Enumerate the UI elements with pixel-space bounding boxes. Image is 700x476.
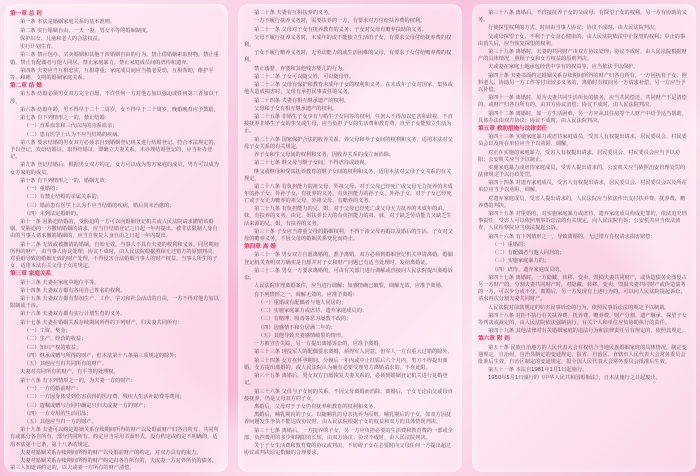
list-item: （二）实施家庭暴力或虐待、遗弃家庭成员的； [258, 308, 367, 315]
list-item: （一）重婚的； [24, 186, 61, 193]
article-paragraph: 第十一条 因胁迫结婚的，受胁迫的一方可以向婚姻登记机关或人民法院请求撤销该婚姻。受胁迫的一方撤销婚姻的请求，应当自结婚登记之日起一年内提出。被非法限制人身自由的当事人请求撤销婚姻的，应当自恢复人身自由之日起一年内提出。 [10, 219, 218, 240]
article-paragraph: 第四十七条 离婚时，一方隐藏、转移、变卖、毁损夫妻共同财产，或伪造债务企图侵占另一方财产的，分割夫妻共同财产时，对隐藏、转移、变卖、毁损夫妻共同财产或伪造债务的一方，可以少分或不分。离婚后，另一方发现有上述行为的，可以向人民法院提起诉讼，请求再次分割夫妻共同财产。 [478, 274, 687, 303]
article-paragraph: 父母和子女有相互继承遗产的权利。 [254, 105, 338, 112]
article-paragraph: 第八条 要求结婚的男女双方必须亲自到婚姻登记机关进行结婚登记。符合本法规定的，予以登记，发给结婚证。取得结婚证，即确立夫妻关系。未办理结婚登记的，应当补办登记。 [10, 139, 219, 161]
article-paragraph: 一方不履行扶养义务时，需要扶养的一方，有要求对方付给扶养费的权利。 [254, 18, 426, 25]
article-paragraph: 第十七条 夫妻在婚姻关系存续期间所得的下列财产，归夫妻共同所有： [20, 319, 183, 326]
article-paragraph: 第十三条 夫妻在家庭中地位平等。 [20, 279, 100, 286]
article-paragraph: 第二条 实行婚姻自由、一夫一妻、男女平等的婚姻制度。 [20, 27, 152, 34]
article-paragraph: 人民法院对前款规定的妨害民事诉讼的行为，依照民事诉讼法的规定予以制裁。 [488, 304, 670, 311]
article-paragraph: 第二十四条 夫妻有相互继承遗产的权利。 [254, 97, 350, 104]
list-item: （五）其他应当归共同所有的财产。 [24, 361, 108, 368]
article-paragraph: 第十四条 夫妻双方都有各用自己姓名的权利。 [20, 287, 126, 294]
article-paragraph: 第七条 有下列情形之一的，禁止结婚： [20, 115, 110, 122]
article-paragraph: 第三条 禁止包办、买卖婚姻和其他干涉婚姻自由的行为。禁止借婚姻索取财物。禁止重婚。禁止有配偶者与他人同居。禁止家庭暴力。禁止家庭成员间的虐待和遗弃。 [10, 52, 219, 66]
article-paragraph: 第二十九条 有负担能力的兄、姐，对于父母已经死亡或父母无力抚养的未成年的弟、妹，有扶养的义务。由兄、姐扶养长大的有负担能力的弟、妹，对于缺乏劳动能力又缺乏生活来源的兄、姐，有扶养的义务。 [244, 206, 452, 227]
list-item: （四）一方专用的生活用品； [24, 410, 92, 417]
article-paragraph: 第十五条 夫妻双方都有参加生产、工作、学习和社会活动的自由，一方不得对他方加以限制或干涉。 [10, 296, 219, 310]
article-paragraph: 第三十三条 现役军人的配偶要求离婚，须得军人同意，但军人一方有重大过错的除外。 [254, 349, 453, 356]
article-paragraph: 第四十八条 对拒不执行有关扶养费、抚养费、赡养费、财产分割、遗产继承、探望子女等判决或裁定的，由人民法院依法强制执行。有关个人和单位应负协助执行的责任。 [478, 312, 687, 326]
article-paragraph: 第四十五条 对重婚的，对实施家庭暴力或虐待、遗弃家庭成员构成犯罪的，依法追究刑事责任。受害人可以依照刑事诉讼法的有关规定，向人民法院自诉；公安机关应当依法侦查，人民检察院应当依法提起公诉。 [478, 211, 687, 232]
chapter-heading: 第一章 总 则 [10, 11, 42, 17]
text-column-1 [4, 4, 228, 472]
chapter-heading: 第三章 家庭关系 [10, 271, 52, 278]
article-paragraph: 第九条 登记结婚后，根据男女双方约定，女方可以成为男方家庭的成员，男方可以成为女方家庭的成员。 [10, 162, 219, 176]
article-paragraph: 第二十六条 国家保护合法的收养关系。养父母和养子女间的权利和义务，适用本法对父母子女关系的有关规定。 [244, 136, 453, 150]
article-paragraph: 子女不履行赡养义务时，无劳动能力的或生活困难的父母，有要求子女付给赡养费的权利。 [244, 50, 452, 64]
list-item: （三）有赌博、吸毒等恶习屡教不改的； [258, 316, 352, 323]
article-paragraph: 第二十七条 继父母与继子女间，不得虐待或歧视。 [254, 160, 370, 167]
article-paragraph: 实施家庭暴力或虐待家庭成员，受害人提出请求的，公安机关应当依照治安管理处罚的法律规定予以行政处罚。 [478, 164, 686, 179]
list-item: （一）一方的婚前财产； [24, 385, 82, 392]
list-item: （二）有配偶者与他人同居的； [492, 250, 565, 257]
article-paragraph: 关于子女生活费和教育费的协议或判决，不妨碍子女在必要时向父母任何一方提出超过协议或判决原定数额的合理要求。 [244, 442, 452, 456]
article-paragraph: 第三十四条 女方在怀孕期间、分娩后一年内或中止妊娠后六个月内，男方不得提出离婚。女方提出离婚的，或人民法院认为确有必要受理男方离婚请求的，不在此限。 [244, 357, 448, 371]
article-paragraph: 夫或妻在家庭土地承包经营中享有的权益等，应当依法予以保护。 [488, 64, 639, 71]
article-paragraph: 第十条 有下列情形之一的，婚姻无效： [20, 177, 110, 184]
article-paragraph: 第四十二条 离婚时，如一方生活困难，另一方应从其住房等个人财产中给予适当帮助。具体办法由双方协议；协议不成时，由人民法院判决。 [478, 110, 687, 124]
article-paragraph: 第五十条 民族自治地方的人民代表大会有权结合当地民族婚姻家庭的具体情况，制定变通规定。自治州、自治县制定的变通规定，报省、自治区、直辖市人民代表大会常务委员会批准后生效。自治区制定的变通规定，报全国人民代表大会常务委员会批准后生效。 [478, 344, 687, 365]
article-paragraph: 人民法院审理离婚案件，应当进行调解；如感情确已破裂，调解无效，应准予离婚。 [254, 283, 446, 290]
list-item: （二）患有医学上认为不应当结婚的疾病。 [24, 131, 123, 138]
article-paragraph: 父母不履行抚养义务时，未成年的或不能独立生活的子女，有要求父母付给抚养费的权利。 [244, 34, 452, 48]
text-column-3 [472, 4, 696, 472]
article-paragraph: 夫妻对婚姻关系存续期间所得的财产约定归各自所有的，夫或妻一方对外所负的债务，第三人知道该约定的，以夫或妻一方所有的财产清偿。 [10, 458, 218, 472]
list-item: （一）工资、奖金； [24, 328, 71, 334]
article-paragraph: 夫妻对婚姻关系存续期间所得的财产以及婚前财产的约定，对双方具有约束力。 [20, 449, 202, 456]
article-paragraph: 第十二条 无效或被撤销的婚姻，自始无效。当事人不具有夫妻的权利和义务。同居期间所得的财产，由当事人协议处理；协议不成时，由人民法院根据照顾无过错方的原则判决。对重婚导致的婚姻无效的财产处理，不得侵害合法婚姻当事人的财产权益。当事人所生的子女，适用本法有关父母子女的规定。 [10, 241, 219, 269]
chapter-heading: 第六章 附 则 [478, 336, 510, 343]
article-paragraph: 实行计划生育。 [20, 44, 57, 51]
article-paragraph: 第三十九条 离婚时，夫妻的共同财产由双方协议处理；协议不成时，由人民法院根据财产的具体情况，照顾子女和女方权益的原则判决。 [478, 49, 687, 63]
article-paragraph: 禁止溺婴、弃婴和其他残害婴儿的行为。 [254, 65, 348, 72]
list-item: （四）因感情不和分居满二年的； [258, 324, 336, 331]
article-paragraph: 夫妻对共同所有的财产，有平等的处理权。 [20, 369, 119, 376]
list-item: （一）直系血亲和三代以内的旁系血亲； [24, 123, 118, 130]
article-paragraph: 养子女和生父母间的权利和义务，因收养关系的成立而消除。 [254, 151, 395, 158]
article-paragraph: 第十八条 有下列情形之一的，为夫妻一方的财产： [20, 377, 136, 384]
article-paragraph: 第三十条 子女应当尊重父母的婚姻权利，不得干涉父母再婚以及婚后的生活。子女对父母的赡养义务，不因父母的婚姻关系变化而终止。 [244, 228, 453, 242]
article-paragraph: 第十九条 夫妻可以约定婚姻关系存续期间所得的财产以及婚前财产归各自所有、共同所有或部分各自所有、部分共同所有。约定应当采用书面形式。没有约定或约定不明确的，适用本法第十七条、第十八条的规定。 [10, 427, 219, 448]
article-paragraph: 1950年5月1日颁行的《中华人民共和国婚姻法》，自本法施行之日起废止。 [488, 375, 661, 382]
chapter-heading: 第四章 离 婚 [244, 244, 276, 251]
article-paragraph: 第十六条 夫妻双方都有实行计划生育的义务。 [20, 311, 126, 318]
article-paragraph: 第四十九条 其他法律对有关婚姻家庭的违法行为和法律责任另有规定的，依照其规定。 [488, 328, 687, 335]
text-column-2 [238, 4, 462, 472]
article-paragraph: 第三十六条 父母与子女间的关系，不因父母离婚而消除。离婚后，子女无论由父或母直接抚养，仍是父母双方的子女。 [244, 388, 453, 402]
article-paragraph: 第二十五条 非婚生子女享有与婚生子女同等的权利，任何人不得加以危害和歧视。不直接抚养非婚生子女的生父或生母，应当负担子女的生活费和教育费，直至子女能独立生活为止。 [244, 114, 453, 135]
article-paragraph: 行使探望权利的方式、时间由当事人协议；协议不成时，由人民法院判决。 [488, 25, 660, 32]
article-paragraph: 第四十六条 有下列情形之一，导致离婚的，无过错方有权请求损害赔偿： [488, 233, 656, 240]
article-paragraph: 一方被宣告失踪，另一方提出离婚诉讼的，应准予离婚。 [254, 341, 384, 348]
article-paragraph: 第二十二条 子女可以随父姓，可以随母姓。 [254, 73, 355, 80]
article-paragraph: 第二十三条 父母有保护和教育未成年子女的权利和义务。在未成年子女对国家、集体或他人造成损害时，父母有承担民事责任的义务。 [244, 82, 453, 96]
list-item: （三）实施家庭暴力的； [492, 258, 550, 265]
chapter-heading: 第二章 结 婚 [10, 83, 42, 90]
list-item: （二）一方因身体受到伤害获得的医疗费、残疾人生活补助费等费用； [24, 394, 185, 401]
article-paragraph: 第六条 结婚年龄，男不得早于二十二周岁，女不得早于二十周岁。晚婚晚育应予鼓励。 [20, 106, 219, 113]
article-paragraph: 第五十一条 本法自1981年1月1日起施行。 [488, 367, 588, 374]
article-paragraph: 第四十一条 离婚时，原为夫妻共同生活所负的债务，应当共同偿还。共同财产不足清偿的，或财产归各自所有的，由双方协议清偿；协议不成时，由人民法院判决。 [478, 95, 687, 109]
article-paragraph: 对正在实施的家庭暴力，受害人有权提出请求，居民委员会、村民委员会应当予以劝阻；公安机关应当予以制止。 [478, 149, 680, 163]
list-item: （四）虐待、遗弃家庭成员的。 [492, 266, 565, 273]
article-paragraph: 对遗弃家庭成员，受害人提出请求的，人民法院应当依法作出支付扶养费、抚养费、赡养费的判决。 [478, 195, 686, 209]
article-paragraph: 第三十八条 离婚后，不直接抚养子女的父或母，有探望子女的权利，另一方有协助的义务。 [478, 10, 687, 24]
article-paragraph: 第四十条 夫妻书面约定婚姻关系存续期间所得的财产归各自所有，一方因抚育子女、照料老人、协助另一方工作等付出较多义务的，离婚时有权向另一方请求补偿，另一方应当予以补偿。 [478, 72, 687, 93]
article-paragraph: 第二十八条 有负担能力的祖父母、外祖父母，对于父母已经死亡或父母无力抚养的未成年的孙子女、外孙子女，有抚养的义务。有负担能力的孙子女、外孙子女，对于子女已经死亡或子女无力赡养的祖父母、外祖父母，有赡养的义务。 [244, 183, 453, 205]
list-item: （一）重婚的； [492, 241, 529, 248]
article-paragraph: 有下列情形之一，调解无效的，应准予离婚： [254, 291, 358, 298]
list-item: （四）未到法定婚龄的。 [24, 210, 82, 217]
list-item: （四）继承或赠与所得的财产，但本法第十八条第三项规定的除外； [24, 352, 180, 359]
article-paragraph: 第三十五条 离婚后，男女双方自愿恢复夫妻关系的，必须到婚姻登记机关进行复婚登记。 [244, 373, 448, 387]
article-paragraph: 第二十一条 父母对子女有抚养教育的义务；子女对父母有赡养扶助的义务。 [254, 26, 427, 33]
article-paragraph: 第四条 夫妻应当互相忠实，互相尊重；家庭成员间应当敬老爱幼，互相帮助，维护平等、和睦、文明的婚姻家庭关系。 [10, 67, 214, 81]
article-paragraph: 第四十三条 实施家庭暴力或虐待家庭成员，受害人有权提出请求，居民委员会、村民委员会以及所在单位应当予以劝阻、调解。 [478, 134, 687, 148]
list-item: （二）生产、经营的收益； [24, 336, 87, 343]
article-paragraph: 继父或继母和受其抚养教育的继子女间的权利和义务，适用本法对父母子女关系的有关规定。 [244, 168, 452, 182]
article-paragraph: 第二十条 夫妻有互相扶养的义务。 [254, 10, 334, 16]
chapter-heading: 第五章 救助措施与法律责任 [478, 125, 548, 132]
article-paragraph: 父或母探望子女，不利于子女身心健康的，由人民法院依法中止探望的权利；中止的事由消失后，应当恢复探望的权利。 [478, 33, 686, 47]
list-item: （一）重婚或有配偶者与他人同居的； [258, 299, 347, 306]
list-item: （五）其他应当归一方的财产。 [24, 419, 97, 426]
article-paragraph: 第一条 本法是婚姻家庭关系的基本准则。 [20, 19, 116, 26]
article-paragraph: 第四十四条 对遗弃家庭成员，受害人有权提出请求，居民委员会、村民委员会以及所在单位应当予以劝阻、调解。 [478, 180, 687, 194]
list-item: （三）遗嘱或赠与合同中确定只归夫或妻一方的财产； [24, 402, 149, 409]
list-item: （五）其他导致夫妻感情破裂的情形。 [258, 332, 347, 339]
article-paragraph: 离婚后，父母对于子女仍有抚养和教育的权利和义务。 [254, 403, 379, 410]
article-paragraph: 离婚后，哺乳期内的子女，以随哺乳的母亲抚养为原则。哺乳期后的子女，如双方因抚养问题发生争执不能达成协议时，由人民法院根据子女的权益和双方的具体情况判决。 [244, 412, 452, 426]
article-paragraph: 第三十二条 男女一方要求离婚的，可由有关部门进行调解或直接向人民法院提出离婚诉讼。 [244, 267, 453, 281]
article-paragraph: 第五条 结婚必须男女双方完全自愿，不许任何一方对他方加以强迫或任何第三者加以干涉。 [10, 91, 219, 105]
article-paragraph: 第三十七条 离婚后，一方抚养的子女，另一方应负担必要的生活费和教育费的一部或全部，负担费用的多少和期限的长短，由双方协议；协议不成时，由人民法院判决。 [244, 427, 453, 441]
list-item: （三）知识产权的收益； [24, 344, 82, 351]
list-item: （二）有禁止结婚的亲属关系的； [24, 194, 102, 201]
list-item: （三）婚前患有医学上认为不应当结婚的疾病，婚后尚未治愈的； [24, 202, 175, 209]
article-paragraph: 保护妇女、儿童和老人的合法权益。 [20, 35, 104, 42]
article-paragraph: 第三十一条 男女双方自愿离婚的，准予离婚。双方必须到婚姻登记机关申请离婚。婚姻登记机关查明双方确实是自愿并对子女和财产问题已有适当处理时，发给离婚证。 [244, 252, 453, 266]
